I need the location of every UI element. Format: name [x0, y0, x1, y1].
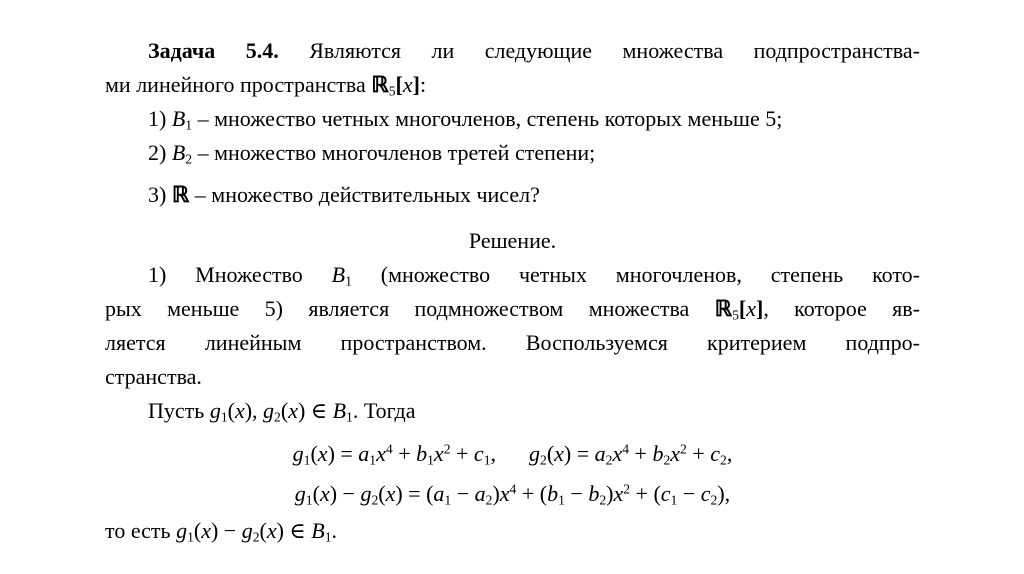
text-run: 2 [680, 441, 687, 457]
text-run: 1 [324, 529, 332, 545]
text-run: a [433, 481, 445, 506]
text-run: 1) Множество [148, 262, 332, 287]
text-run: 1) [148, 106, 172, 131]
text-run: c [473, 441, 484, 466]
text-run: ) [492, 481, 500, 506]
text-run: ( [546, 441, 555, 466]
text-run: x [499, 481, 510, 506]
text-run: − [451, 481, 475, 506]
text-run: 2 [274, 409, 281, 425]
text-run: [ [738, 296, 747, 321]
text-run: B [311, 518, 325, 543]
text-run: Решение. [468, 228, 557, 253]
text-run: b [547, 481, 559, 506]
text-run: − [564, 481, 589, 506]
text-run: то есть [105, 518, 177, 543]
text-run: x [402, 72, 413, 97]
text-run: + [450, 441, 474, 466]
text-run: ) = ( [395, 481, 434, 506]
text-run: 4 [385, 441, 393, 457]
text-run: x [612, 441, 623, 466]
text-run: . [331, 518, 337, 543]
text-run: – множество четных многочленов, степень которых меньше 5; [192, 106, 783, 131]
problem-statement-line-2 [105, 68, 920, 102]
text-run: ) ∈ [276, 518, 312, 543]
text-run: 2) [148, 140, 172, 165]
text-run: 1 [369, 452, 377, 468]
text-run: 1 [305, 492, 313, 508]
text-run: a [358, 441, 370, 466]
text-run: ( [378, 481, 386, 506]
text-run: 1 [345, 273, 352, 289]
text-run: 4 [509, 481, 517, 497]
solution-conclusion-line [105, 514, 920, 548]
text-run: ляется линейным пространством. Воспользуемся критерием подпро- [105, 330, 920, 355]
solution-paragraph-line-3 [105, 326, 920, 360]
text-run: + ( [630, 481, 661, 506]
text-run: 1 [303, 452, 311, 468]
text-run: 2 [720, 452, 727, 468]
text-run: x [266, 518, 277, 543]
text-run: (множество четных многочленов, степень кото- [351, 262, 921, 287]
text-run: B [171, 140, 186, 165]
text-run: 2 [540, 452, 547, 468]
solution-paragraph-line-4 [105, 360, 920, 394]
text-run: + [686, 441, 711, 466]
text-run: + [629, 441, 653, 466]
text-run: x [319, 481, 330, 506]
text-run: x [746, 296, 756, 321]
text-run: странства. [105, 364, 202, 389]
text-run: ) − [329, 481, 361, 506]
text-run: B [332, 398, 347, 423]
text-run: b [416, 441, 428, 466]
text-run: x [317, 441, 328, 466]
text-run: x [554, 441, 564, 466]
text-run: x [433, 441, 444, 466]
text-run: 2 [663, 452, 671, 468]
text-run: 5 [732, 307, 739, 323]
text-run: c [700, 481, 711, 506]
text-run: 2 [443, 441, 451, 457]
text-run: [ [395, 72, 403, 97]
text-run: 2 [485, 492, 493, 508]
text-run: ( [312, 481, 320, 506]
text-run: x [201, 518, 211, 543]
text-run: g [294, 481, 306, 506]
solution-let-line [105, 394, 920, 428]
text-run: x [670, 441, 681, 466]
text-run: c [660, 481, 671, 506]
text-run: ( [193, 518, 202, 543]
solution-paragraph-line-2 [105, 292, 920, 326]
text-run: 2 [710, 492, 718, 508]
text-run: a [474, 481, 486, 506]
text-run: ( [259, 518, 267, 543]
text-run: g [263, 398, 275, 423]
text-run: + [392, 441, 417, 466]
text-run: 5 [388, 83, 396, 99]
text-run: – множество действительных чисел? [189, 182, 540, 207]
text-run: g [292, 441, 304, 466]
text-run: Задача 5.4. [148, 38, 279, 63]
text-run: a [594, 441, 606, 466]
text-run: 2 [623, 481, 631, 497]
text-run: − [677, 481, 701, 506]
text-run: 1 [220, 409, 228, 425]
text-run: 1 [558, 492, 565, 508]
text-run: 2 [185, 151, 193, 167]
text-run: ℝ [714, 296, 733, 321]
text-run: ) = [563, 441, 595, 466]
solution-heading [105, 224, 920, 258]
text-run: Пусть [148, 398, 210, 423]
text-run: x [288, 398, 298, 423]
text-run: B [331, 262, 346, 287]
text-run: ℝ [371, 72, 389, 97]
text-run: g [209, 398, 221, 423]
text-run: 1 [483, 452, 491, 468]
text-run: 2 [599, 492, 607, 508]
text-run: : [419, 72, 427, 97]
problem-item-2 [105, 136, 920, 170]
text-run: , [490, 441, 529, 466]
text-run: 1 [670, 492, 678, 508]
text-run: g [176, 518, 188, 543]
text-run: ми линейного пространства [105, 72, 372, 97]
text-run: ] [756, 296, 764, 321]
text-run: 4 [622, 441, 630, 457]
text-run: 1 [187, 529, 194, 545]
text-run: c [710, 441, 721, 466]
text-run: ( [227, 398, 235, 423]
text-run: ] [412, 72, 420, 97]
text-run: b [588, 481, 600, 506]
text-run: x [376, 441, 386, 466]
text-run: рых меньше 5) является подмножеством множества [105, 296, 715, 321]
text-run: ℝ [171, 182, 190, 207]
text-run: ) [606, 481, 614, 506]
text-run: ) ∈ [297, 398, 333, 423]
text-run: b [652, 441, 664, 466]
solution-paragraph-line-1 [105, 258, 920, 292]
text-run: , которое яв- [763, 296, 920, 321]
text-run: 2 [605, 452, 613, 468]
text-run: 3) [148, 182, 172, 207]
text-run: , [726, 441, 733, 466]
text-run: g [529, 441, 540, 466]
text-run: ) = [327, 441, 359, 466]
text-run: ( [280, 398, 289, 423]
text-run: – множество многочленов третей степени; [192, 140, 596, 165]
text-run: 1 [346, 409, 353, 425]
text-run: ( [310, 441, 318, 466]
text-run: g [241, 518, 253, 543]
text-run: 2 [371, 492, 379, 508]
problem-statement-line-1 [105, 34, 920, 68]
text-run: x [613, 481, 624, 506]
solution-formula-2 [105, 474, 920, 514]
text-run: g [360, 481, 372, 506]
text-run: x [234, 398, 245, 423]
text-run: + ( [516, 481, 548, 506]
text-run: 2 [252, 529, 260, 545]
text-run: ), [244, 398, 264, 423]
solution-formula-1 [105, 434, 920, 474]
text-run: Являются ли следующие множества подпространства- [278, 38, 920, 63]
problem-item-3 [105, 178, 920, 212]
text-run: ) − [210, 518, 242, 543]
text-run: 1 [427, 452, 434, 468]
text-run: ), [717, 481, 731, 506]
text-run: B [171, 106, 186, 131]
text-run: . Тогда [352, 398, 416, 423]
text-run: 1 [444, 492, 452, 508]
text-run: x [385, 481, 396, 506]
problem-item-1 [105, 102, 920, 136]
text-run: 1 [185, 117, 193, 133]
